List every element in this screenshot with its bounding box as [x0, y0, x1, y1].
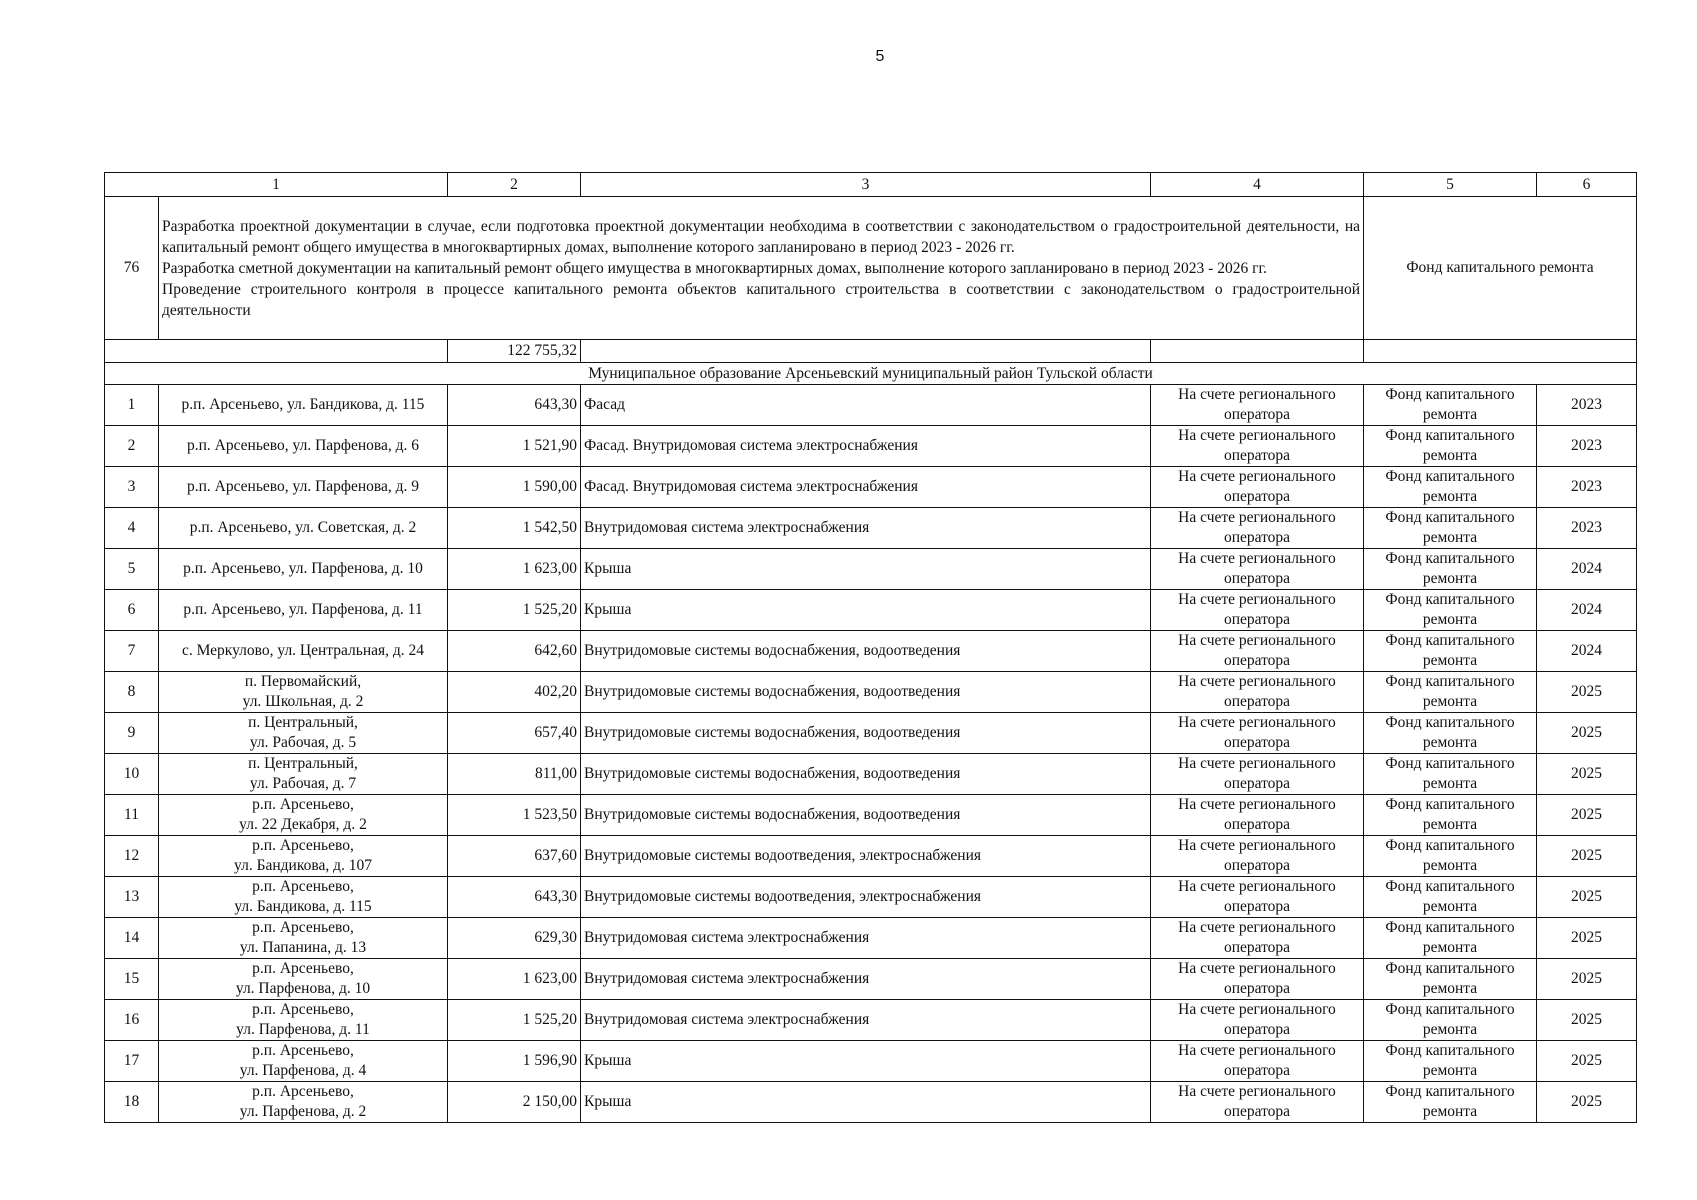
fund-line-1: Фонд капитального — [1385, 468, 1515, 485]
row-number: 7 — [105, 631, 159, 672]
account-cell — [1151, 672, 1364, 713]
item-76-row — [105, 197, 1637, 340]
account-line-1: На счете регионального — [1178, 386, 1336, 403]
row-number: 6 — [105, 590, 159, 631]
table-row — [105, 713, 1637, 754]
page-number: 5 — [875, 48, 885, 65]
table-row — [105, 385, 1637, 426]
work-type: Внутридомовые системы водоснабжения, водоотведения — [581, 713, 1151, 754]
account-cell — [1151, 631, 1364, 672]
address-cell — [159, 959, 448, 1000]
account-line-1: На счете регионального — [1178, 1001, 1336, 1018]
year-value: 2023 — [1537, 385, 1637, 426]
fund-line-1: Фонд капитального — [1385, 1001, 1515, 1018]
fund-cell — [1364, 1041, 1537, 1082]
item-76-desc-line: Разработка проектной документации в случае, если подготовка проектной документации необходима в соответствии с законодательством о градостроительной деятельности, на капитальный ремонт общего имущества в многоквартирных домах, выполнение которого запланировано в период 2023 - 2026 гг. — [162, 217, 1360, 256]
year-value: 2023 — [1537, 467, 1637, 508]
address-cell — [159, 672, 448, 713]
fund-line-2: ремонта — [1422, 652, 1478, 669]
area-value: 811,00 — [448, 754, 581, 795]
address-line-1: п. Центральный, — [248, 714, 358, 731]
address-cell — [159, 467, 448, 508]
account-cell — [1151, 426, 1364, 467]
row-number: 18 — [105, 1082, 159, 1123]
table-row — [105, 549, 1637, 590]
area-value: 2 150,00 — [448, 1082, 581, 1123]
fund-line-1: Фонд капитального — [1385, 878, 1515, 895]
table-row — [105, 467, 1637, 508]
area-value: 642,60 — [448, 631, 581, 672]
address-line-2: ул. Парфенова, д. 4 — [239, 1062, 367, 1079]
account-cell — [1151, 385, 1364, 426]
item-76-desc-line: Разработка сметной документации на капитальный ремонт общего имущества в многоквартирных домах, выполнение которого запланировано в период 2023 - 2026 гг. — [162, 259, 1267, 277]
account-line-2: оператора — [1223, 693, 1291, 710]
table-row — [105, 1041, 1637, 1082]
row-number: 10 — [105, 754, 159, 795]
account-cell — [1151, 713, 1364, 754]
address-line-2: ул. Школьная, д. 2 — [242, 693, 364, 710]
row-number: 1 — [105, 385, 159, 426]
fund-cell — [1364, 1000, 1537, 1041]
work-type: Внутридомовая система электроснабжения — [581, 959, 1151, 1000]
table-row — [105, 1000, 1637, 1041]
account-line-2: оператора — [1223, 816, 1291, 833]
total-empty-cell — [1364, 340, 1637, 363]
account-cell — [1151, 836, 1364, 877]
account-cell — [1151, 1082, 1364, 1123]
year-value: 2025 — [1537, 1041, 1637, 1082]
table-row — [105, 631, 1637, 672]
account-line-2: оператора — [1223, 611, 1291, 628]
work-type: Крыша — [581, 1082, 1151, 1123]
account-line-1: На счете регионального — [1178, 919, 1336, 936]
fund-cell — [1364, 795, 1537, 836]
area-value: 1 525,20 — [448, 590, 581, 631]
area-value: 1 596,90 — [448, 1041, 581, 1082]
address-line-1: р.п. Арсеньево, ул. Парфенова, д. 11 — [183, 601, 423, 618]
work-type: Фасад. Внутридомовая система электроснабжения — [581, 426, 1151, 467]
row-number: 2 — [105, 426, 159, 467]
account-line-1: На счете регионального — [1178, 960, 1336, 977]
address-line-1: р.п. Арсеньево, ул. Парфенова, д. 9 — [187, 478, 419, 495]
account-cell — [1151, 1041, 1364, 1082]
table-row — [105, 959, 1637, 1000]
fund-line-2: ремонта — [1422, 816, 1478, 833]
address-cell — [159, 631, 448, 672]
work-type: Внутридомовая система электроснабжения — [581, 918, 1151, 959]
work-type: Внутридомовые системы водоснабжения, водоотведения — [581, 754, 1151, 795]
account-cell — [1151, 795, 1364, 836]
col-header-5: 5 — [1364, 173, 1537, 197]
fund-line-2: ремонта — [1422, 529, 1478, 546]
account-line-2: оператора — [1223, 939, 1291, 956]
fund-cell — [1364, 590, 1537, 631]
address-cell — [159, 508, 448, 549]
account-line-1: На счете регионального — [1178, 1083, 1336, 1100]
account-line-1: На счете регионального — [1178, 837, 1336, 854]
address-cell — [159, 795, 448, 836]
account-line-2: оператора — [1223, 857, 1291, 874]
account-line-1: На счете регионального — [1178, 591, 1336, 608]
fund-line-1: Фонд капитального — [1385, 1042, 1515, 1059]
municipality-row — [105, 363, 1637, 385]
fund-cell — [1364, 836, 1537, 877]
column-number-header-row — [105, 173, 1637, 197]
address-line-1: р.п. Арсеньево, — [252, 1083, 354, 1100]
account-line-1: На счете регионального — [1178, 673, 1336, 690]
account-line-1: На счете регионального — [1178, 632, 1336, 649]
fund-cell — [1364, 549, 1537, 590]
account-cell — [1151, 508, 1364, 549]
account-line-2: оператора — [1223, 1062, 1291, 1079]
address-line-2: ул. Бандикова, д. 115 — [234, 898, 372, 915]
item-76-number: 76 — [105, 197, 159, 340]
area-value: 1 623,00 — [448, 549, 581, 590]
fund-cell — [1364, 713, 1537, 754]
address-cell — [159, 1041, 448, 1082]
table-row — [105, 590, 1637, 631]
account-line-2: оператора — [1223, 898, 1291, 915]
fund-line-1: Фонд капитального — [1385, 960, 1515, 977]
table-row — [105, 754, 1637, 795]
year-value: 2025 — [1537, 672, 1637, 713]
area-value: 1 542,50 — [448, 508, 581, 549]
work-type: Внутридомовые системы водоснабжения, водоотведения — [581, 795, 1151, 836]
area-value: 657,40 — [448, 713, 581, 754]
year-value: 2023 — [1537, 426, 1637, 467]
address-cell — [159, 1000, 448, 1041]
col-header-2: 2 — [448, 173, 581, 197]
account-cell — [1151, 754, 1364, 795]
account-line-1: На счете регионального — [1178, 509, 1336, 526]
address-line-2: ул. Бандикова, д. 107 — [234, 857, 372, 874]
fund-cell — [1364, 426, 1537, 467]
capital-repair-table — [104, 172, 1637, 1123]
account-line-1: На счете регионального — [1178, 878, 1336, 895]
row-number: 3 — [105, 467, 159, 508]
fund-line-2: ремонта — [1422, 1021, 1478, 1038]
area-value: 402,20 — [448, 672, 581, 713]
address-line-2: ул. Парфенова, д. 2 — [239, 1103, 367, 1120]
fund-cell — [1364, 1082, 1537, 1123]
item-76-funding-source: Фонд капитального ремонта — [1364, 197, 1637, 340]
fund-line-2: ремонта — [1422, 857, 1478, 874]
year-value: 2025 — [1537, 1000, 1637, 1041]
row-number: 12 — [105, 836, 159, 877]
area-value: 629,30 — [448, 918, 581, 959]
fund-line-2: ремонта — [1422, 939, 1478, 956]
area-value: 1 523,50 — [448, 795, 581, 836]
work-type: Крыша — [581, 590, 1151, 631]
account-line-2: оператора — [1223, 775, 1291, 792]
address-line-1: р.п. Арсеньево, — [252, 1042, 354, 1059]
fund-line-2: ремонта — [1422, 898, 1478, 915]
address-cell — [159, 549, 448, 590]
year-value: 2025 — [1537, 754, 1637, 795]
address-line-2: ул. Парфенова, д. 10 — [235, 980, 371, 997]
fund-line-1: Фонд капитального — [1385, 714, 1515, 731]
area-value: 1 590,00 — [448, 467, 581, 508]
account-cell — [1151, 549, 1364, 590]
work-type: Крыша — [581, 549, 1151, 590]
row-number: 8 — [105, 672, 159, 713]
table-row — [105, 836, 1637, 877]
fund-line-1: Фонд капитального — [1385, 427, 1515, 444]
fund-line-2: ремонта — [1422, 1103, 1478, 1120]
fund-cell — [1364, 918, 1537, 959]
year-value: 2025 — [1537, 877, 1637, 918]
fund-line-1: Фонд капитального — [1385, 632, 1515, 649]
address-cell — [159, 426, 448, 467]
address-line-1: р.п. Арсеньево, ул. Бандикова, д. 115 — [181, 396, 425, 413]
account-line-1: На счете регионального — [1178, 427, 1336, 444]
address-cell — [159, 590, 448, 631]
fund-line-2: ремонта — [1422, 488, 1478, 505]
year-value: 2023 — [1537, 508, 1637, 549]
account-line-2: оператора — [1223, 1103, 1291, 1120]
account-cell — [1151, 467, 1364, 508]
account-line-2: оператора — [1223, 1021, 1291, 1038]
area-value: 643,30 — [448, 877, 581, 918]
address-line-1: р.п. Арсеньево, ул. Советская, д. 2 — [189, 519, 417, 536]
account-line-1: На счете регионального — [1178, 468, 1336, 485]
item-76-description — [159, 197, 1364, 340]
fund-cell — [1364, 508, 1537, 549]
total-value: 122 755,32 — [448, 340, 581, 363]
account-line-1: На счете регионального — [1178, 1042, 1336, 1059]
account-line-1: На счете регионального — [1178, 550, 1336, 567]
fund-line-2: ремонта — [1422, 980, 1478, 997]
work-type: Внутридомовая система электроснабжения — [581, 508, 1151, 549]
year-value: 2024 — [1537, 590, 1637, 631]
fund-line-2: ремонта — [1422, 775, 1478, 792]
account-cell — [1151, 590, 1364, 631]
fund-line-2: ремонта — [1422, 447, 1478, 464]
fund-cell — [1364, 385, 1537, 426]
total-label-cell — [105, 340, 448, 363]
account-cell — [1151, 877, 1364, 918]
fund-line-2: ремонта — [1422, 406, 1478, 423]
work-type: Внутридомовая система электроснабжения — [581, 1000, 1151, 1041]
area-value: 643,30 — [448, 385, 581, 426]
fund-cell — [1364, 877, 1537, 918]
row-number: 17 — [105, 1041, 159, 1082]
table-row — [105, 426, 1637, 467]
account-line-2: оператора — [1223, 652, 1291, 669]
work-type: Внутридомовые системы водоотведения, электроснабжения — [581, 836, 1151, 877]
row-number: 5 — [105, 549, 159, 590]
item-76-desc-line: Проведение строительного контроля в процессе капитального ремонта объектов капитального строительства в соответствии с законодательством о градостроительной деятельности — [162, 280, 1360, 319]
address-cell — [159, 754, 448, 795]
work-type: Крыша — [581, 1041, 1151, 1082]
total-row — [105, 340, 1637, 363]
row-number: 11 — [105, 795, 159, 836]
account-line-1: На счете регионального — [1178, 796, 1336, 813]
account-line-2: оператора — [1223, 734, 1291, 751]
address-line-2: ул. 22 Декабря, д. 2 — [239, 816, 367, 833]
address-cell — [159, 918, 448, 959]
year-value: 2024 — [1537, 631, 1637, 672]
table-row — [105, 918, 1637, 959]
fund-cell — [1364, 959, 1537, 1000]
address-line-1: п. Первомайский, — [244, 673, 362, 690]
fund-line-2: ремонта — [1422, 611, 1478, 628]
row-number: 14 — [105, 918, 159, 959]
address-line-1: р.п. Арсеньево, — [252, 878, 354, 895]
col-header-4: 4 — [1151, 173, 1364, 197]
area-value: 1 521,90 — [448, 426, 581, 467]
address-line-1: р.п. Арсеньево, — [252, 796, 354, 813]
account-line-2: оператора — [1223, 570, 1291, 587]
account-line-2: оператора — [1223, 447, 1291, 464]
address-line-1: р.п. Арсеньево, — [252, 919, 354, 936]
year-value: 2025 — [1537, 1082, 1637, 1123]
account-line-2: оператора — [1223, 488, 1291, 505]
address-line-1: р.п. Арсеньево, — [252, 960, 354, 977]
account-line-1: На счете регионального — [1178, 755, 1336, 772]
account-line-2: оператора — [1223, 980, 1291, 997]
fund-line-1: Фонд капитального — [1385, 591, 1515, 608]
table-row — [105, 795, 1637, 836]
address-cell — [159, 836, 448, 877]
fund-line-1: Фонд капитального — [1385, 919, 1515, 936]
fund-line-1: Фонд капитального — [1385, 673, 1515, 690]
fund-line-2: ремонта — [1422, 1062, 1478, 1079]
address-line-2: ул. Парфенова, д. 11 — [236, 1021, 370, 1038]
work-type: Фасад. Внутридомовая система электроснабжения — [581, 467, 1151, 508]
table-row — [105, 1082, 1637, 1123]
account-cell — [1151, 1000, 1364, 1041]
fund-cell — [1364, 754, 1537, 795]
work-type: Внутридомовые системы водоотведения, электроснабжения — [581, 877, 1151, 918]
fund-line-1: Фонд капитального — [1385, 1083, 1515, 1100]
row-number: 15 — [105, 959, 159, 1000]
account-line-2: оператора — [1223, 529, 1291, 546]
row-number: 4 — [105, 508, 159, 549]
address-line-2: ул. Папанина, д. 13 — [239, 939, 367, 956]
area-value: 637,60 — [448, 836, 581, 877]
total-empty-cell — [1151, 340, 1364, 363]
work-type: Внутридомовые системы водоснабжения, водоотведения — [581, 672, 1151, 713]
fund-line-1: Фонд капитального — [1385, 509, 1515, 526]
fund-line-1: Фонд капитального — [1385, 755, 1515, 772]
area-value: 1 623,00 — [448, 959, 581, 1000]
fund-line-2: ремонта — [1422, 734, 1478, 751]
address-line-1: п. Центральный, — [248, 755, 358, 772]
fund-line-1: Фонд капитального — [1385, 550, 1515, 567]
address-line-1: р.п. Арсеньево, — [252, 837, 354, 854]
municipality-title: Муниципальное образование Арсеньевский муниципальный район Тульской области — [105, 363, 1637, 385]
account-cell — [1151, 959, 1364, 1000]
row-number: 13 — [105, 877, 159, 918]
fund-line-2: ремонта — [1422, 570, 1478, 587]
work-type: Внутридомовые системы водоснабжения, водоотведения — [581, 631, 1151, 672]
year-value: 2025 — [1537, 918, 1637, 959]
total-empty-cell — [581, 340, 1151, 363]
row-number: 9 — [105, 713, 159, 754]
fund-cell — [1364, 467, 1537, 508]
table-row — [105, 672, 1637, 713]
year-value: 2025 — [1537, 713, 1637, 754]
fund-line-1: Фонд капитального — [1385, 796, 1515, 813]
col-header-1: 1 — [105, 173, 448, 197]
address-line-1: р.п. Арсеньево, ул. Парфенова, д. 6 — [187, 437, 419, 454]
account-line-1: На счете регионального — [1178, 714, 1336, 731]
address-line-1: с. Меркулово, ул. Центральная, д. 24 — [181, 642, 425, 659]
fund-line-1: Фонд капитального — [1385, 386, 1515, 403]
year-value: 2025 — [1537, 959, 1637, 1000]
address-cell — [159, 385, 448, 426]
account-cell — [1151, 918, 1364, 959]
col-header-3: 3 — [581, 173, 1151, 197]
address-line-2: ул. Рабочая, д. 7 — [249, 775, 357, 792]
address-cell — [159, 1082, 448, 1123]
row-number: 16 — [105, 1000, 159, 1041]
work-type: Фасад — [581, 385, 1151, 426]
fund-line-1: Фонд капитального — [1385, 837, 1515, 854]
year-value: 2025 — [1537, 795, 1637, 836]
area-value: 1 525,20 — [448, 1000, 581, 1041]
table-row — [105, 508, 1637, 549]
col-header-6: 6 — [1537, 173, 1637, 197]
address-line-1: р.п. Арсеньево, — [252, 1001, 354, 1018]
fund-cell — [1364, 672, 1537, 713]
fund-line-2: ремонта — [1422, 693, 1478, 710]
address-line-2: ул. Рабочая, д. 5 — [249, 734, 357, 751]
address-cell — [159, 713, 448, 754]
year-value: 2025 — [1537, 836, 1637, 877]
year-value: 2024 — [1537, 549, 1637, 590]
table-row — [105, 877, 1637, 918]
account-line-2: оператора — [1223, 406, 1291, 423]
address-line-1: р.п. Арсеньево, ул. Парфенова, д. 10 — [183, 560, 423, 577]
fund-cell — [1364, 631, 1537, 672]
address-cell — [159, 877, 448, 918]
